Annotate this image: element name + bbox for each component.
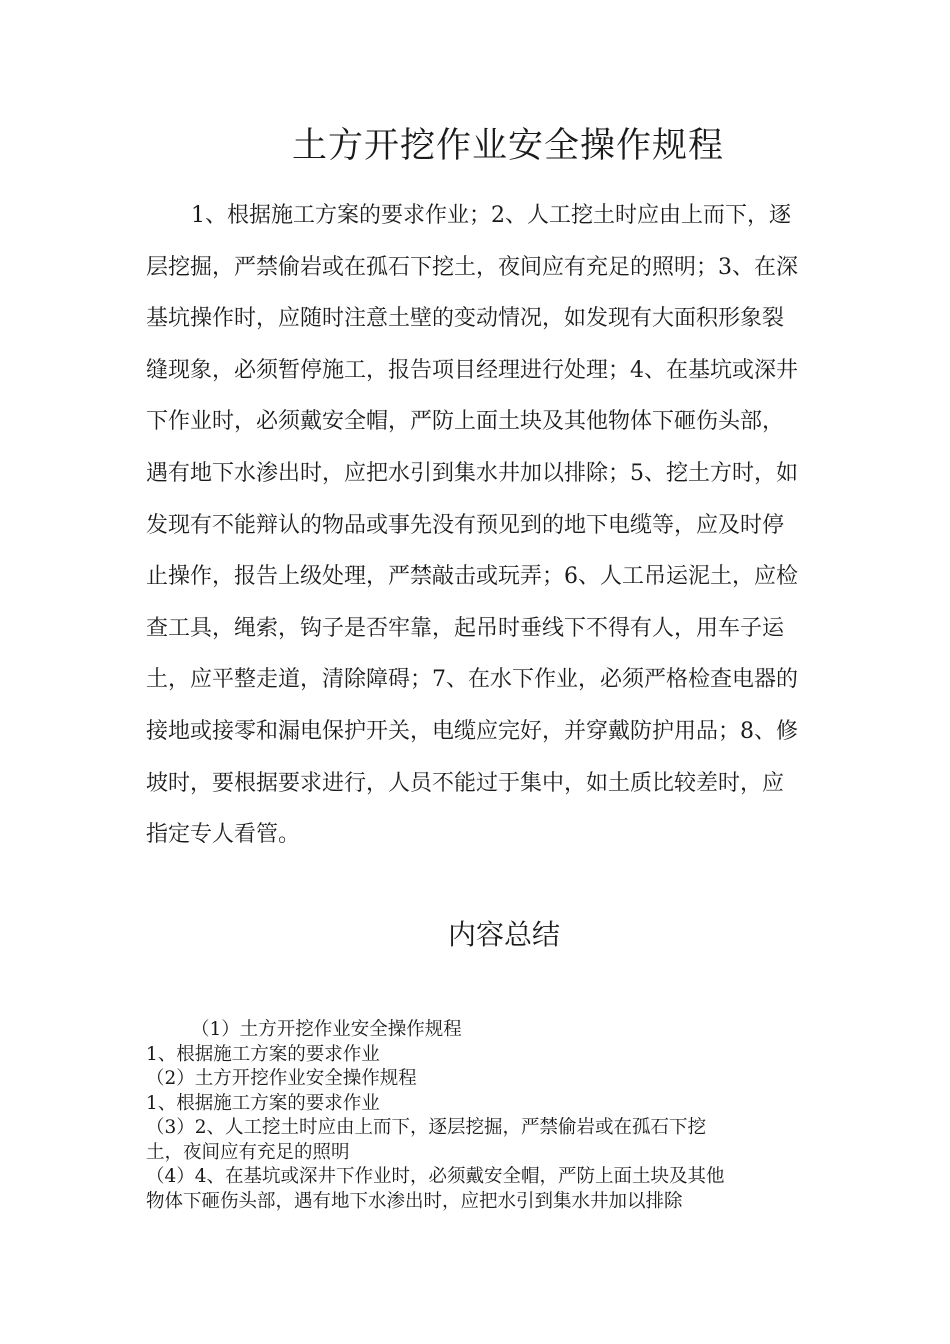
summary-line: 土，夜间应有充足的照明: [146, 1141, 350, 1163]
summary-line: 物体下砸伤头部，遇有地下水渗出时，应把水引到集水井加以排除: [146, 1190, 683, 1212]
summary-line: （4）4、在基坑或深井下作业时，必须戴安全帽，严防上面土块及其他: [146, 1166, 725, 1187]
summary-line: 1、根据施工方案的要求作业: [146, 1092, 380, 1114]
body-paragraph: [146, 190, 826, 861]
body-line: 缝现象，必须暂停施工，报告项目经理进行处理；4、在基坑或深井: [146, 357, 798, 383]
body-line: 指定专人看管。: [146, 822, 301, 848]
summary-title: 内容总结: [447, 918, 560, 951]
body-line: 1、根据施工方案的要求作业；2、人工挖土时应由上而下，逐: [191, 203, 791, 228]
summary-list: [146, 1018, 826, 1214]
body-line: 发现有不能辩认的物品或事先没有预见到的地下电缆等，应及时停: [146, 512, 785, 538]
body-line: 止操作，报告上级处理，严禁敲击或玩弄；6、人工吊运泥土，应检: [146, 564, 798, 590]
body-line: 接地或接零和漏电保护开关，电缆应完好，并穿戴防护用品；8、修: [146, 718, 798, 744]
body-line: 土，应平整走道，清除障碍；7、在水下作业，必须严格检查电器的: [146, 667, 798, 693]
summary-line: （2）土方开挖作业安全操作规程: [146, 1068, 417, 1089]
summary-line: （3）2、人工挖土时应由上而下，逐层挖掘，严禁偷岩或在孤石下挖: [146, 1117, 707, 1138]
body-line: 查工具，绳索，钩子是否牢靠，起吊时垂线下不得有人，用车子运: [146, 615, 785, 641]
body-line: 遇有地下水渗出时，应把水引到集水井加以排除；5、挖土方时，如: [146, 460, 798, 486]
body-line: 下作业时，必须戴安全帽，严防上面土块及其他物体下砸伤头部，: [146, 409, 785, 435]
body-line: 坡时，要根据要求进行，人员不能过于集中，如土质比较差时，应: [146, 770, 785, 796]
body-line: 基坑操作时，应随时注意土壁的变动情况，如发现有大面积形象裂: [146, 306, 785, 332]
summary-line: 1、根据施工方案的要求作业: [146, 1043, 380, 1065]
document-title: 土方开挖作业安全操作规程: [291, 126, 724, 166]
body-line: 层挖掘，严禁偷岩或在孤石下挖土，夜间应有充足的照明；3、在深: [146, 254, 798, 280]
summary-line: （1）土方开挖作业安全操作规程: [191, 1019, 462, 1040]
